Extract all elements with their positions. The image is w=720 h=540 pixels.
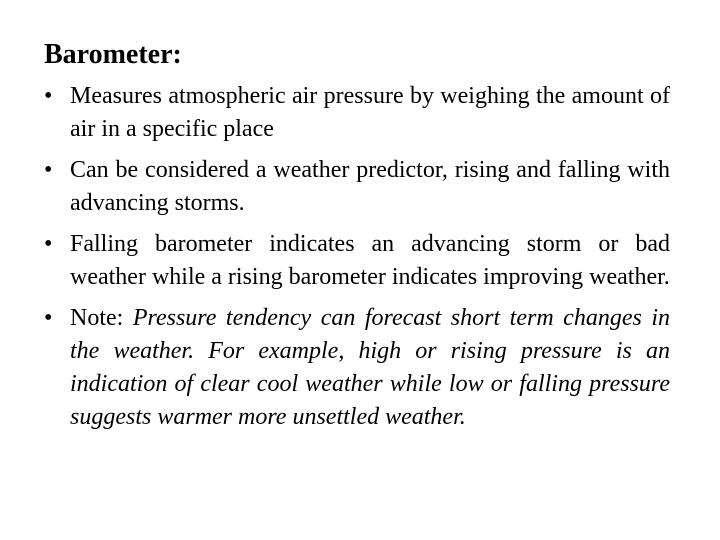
note-prefix: Note:	[70, 305, 133, 331]
bullet-dot-icon: •	[44, 157, 53, 183]
bullet-item-falling-barometer	[44, 228, 670, 294]
bullet-text: Measures atmospheric air pressure by weighing the amount of air in a specific place	[70, 83, 670, 142]
bullet-item-note	[44, 302, 670, 434]
bullet-item-predictor	[44, 154, 670, 220]
bullet-dot-icon: •	[44, 231, 53, 257]
bullet-dot-icon: •	[44, 305, 53, 331]
bullet-text	[70, 302, 670, 434]
slide-title: Barometer:	[44, 39, 182, 70]
bullet-text: Can be considered a weather predictor, rising and falling with advancing storms.	[70, 157, 670, 216]
note-italic-text: Pressure tendency can forecast short term changes in the weather. For example, high or rising pressure is an indication of clear cool weather while low or falling pressure suggests warmer more unsettled weather.	[70, 305, 670, 430]
bullet-dot-icon: •	[44, 83, 53, 109]
bullet-list	[44, 80, 670, 442]
bullet-text: Falling barometer indicates an advancing storm or bad weather while a rising barometer indicates improving weather.	[70, 231, 670, 290]
bullet-item-measures	[44, 80, 670, 146]
